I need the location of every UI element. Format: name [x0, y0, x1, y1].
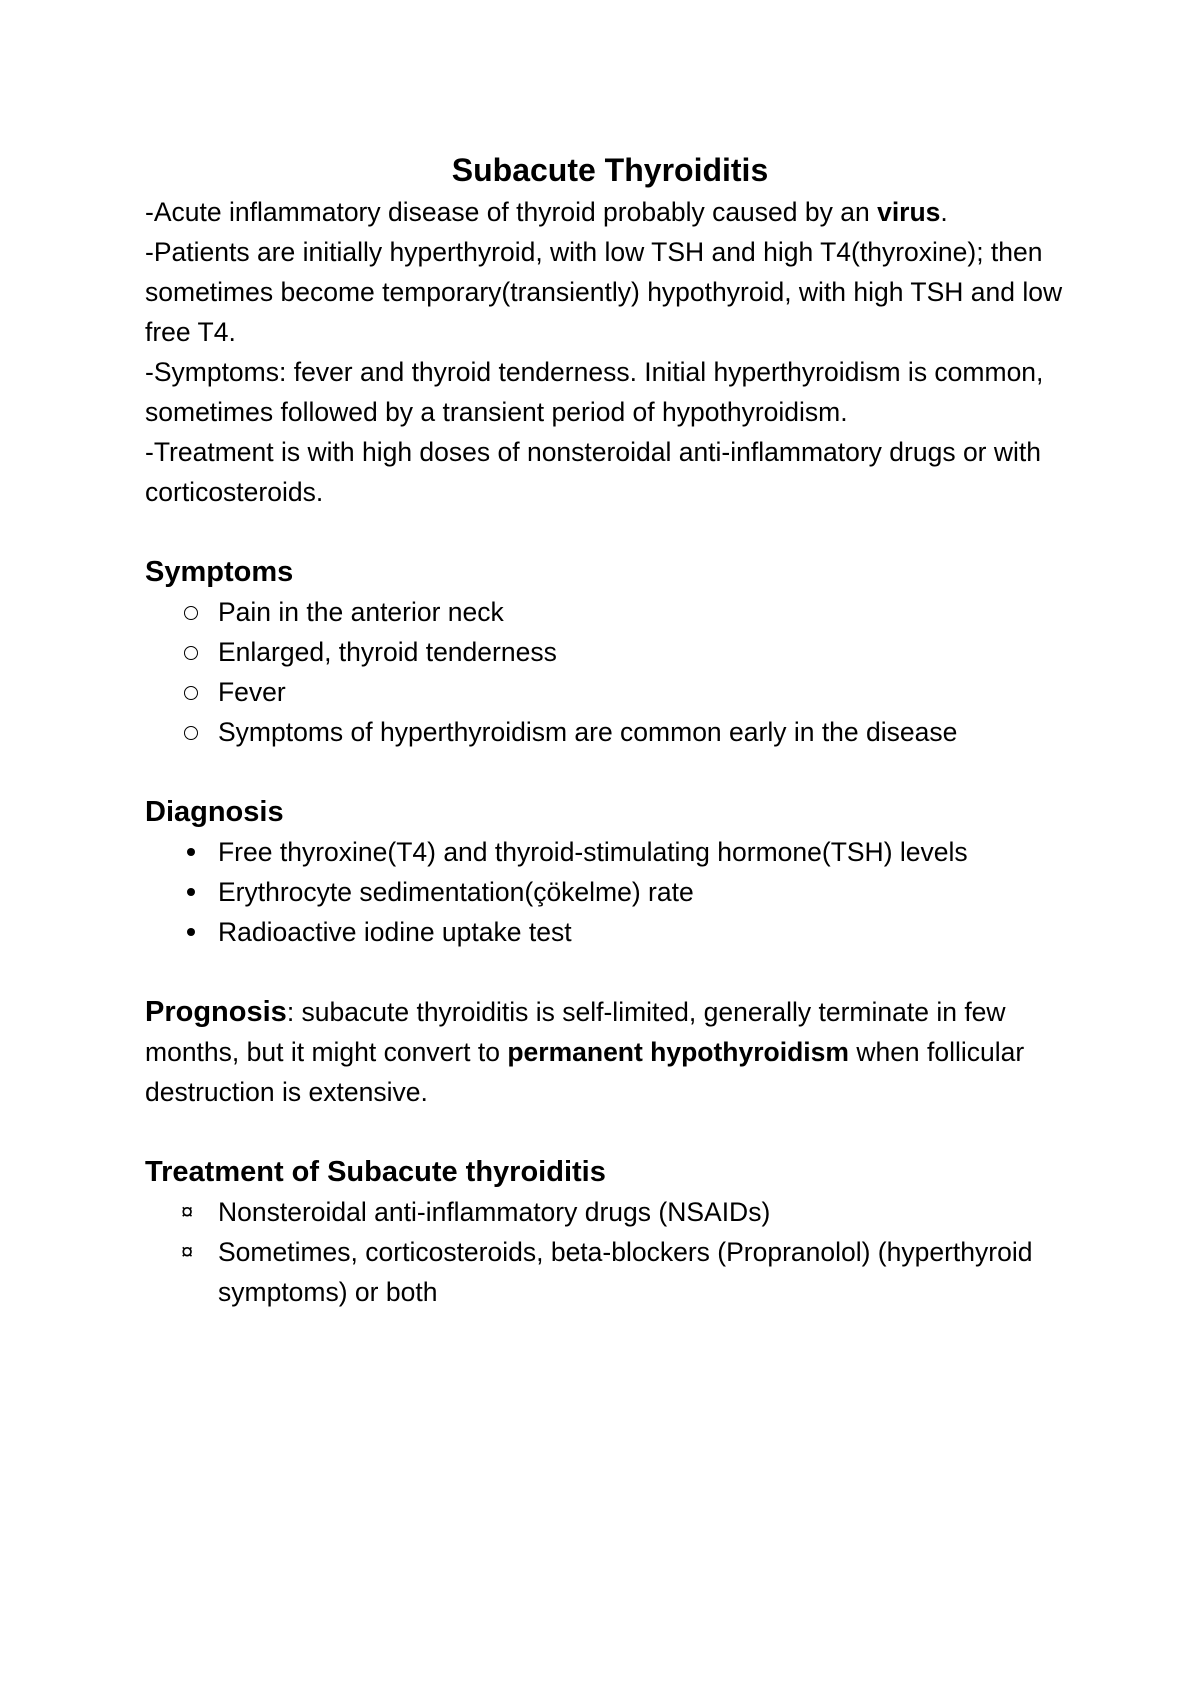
list-item — [145, 1192, 1075, 1232]
treatment-text: Nonsteroidal anti-inflammatory drugs (NSAIDs) — [218, 1197, 771, 1227]
list-item — [145, 632, 1075, 672]
document-title: Subacute Thyroiditis — [451, 152, 769, 188]
intro-1-end: . — [940, 197, 948, 227]
diagnosis-text: Radioactive iodine uptake test — [218, 917, 572, 947]
intro-paragraph-4: -Treatment is with high doses of nonsteroidal anti-inflammatory drugs or with corticosteroids. — [145, 437, 1041, 507]
document-page — [145, 148, 1075, 1312]
prognosis-text: : subacute thyroiditis is self-limited, generally terminate in few months, but it might convert to — [145, 997, 1006, 1067]
intro-1-text: -Acute inflammatory disease of thyroid probably caused by an — [145, 197, 878, 227]
symptom-text: Enlarged, thyroid tenderness — [218, 637, 557, 667]
list-item — [145, 912, 1075, 952]
list-item — [145, 672, 1075, 712]
diagnosis-text: Erythrocyte sedimentation(çökelme) rate — [218, 877, 694, 907]
prognosis-end: when follicular destruction is extensive. — [145, 1037, 1025, 1107]
currency-bullet-icon: ¤ — [181, 1239, 194, 1264]
symptoms-heading: Symptoms — [145, 556, 294, 588]
list-item — [145, 1232, 1075, 1312]
diagnosis-heading: Diagnosis — [145, 796, 284, 828]
intro-paragraph-3: -Symptoms: fever and thyroid tenderness. Initial hyperthyroidism is common, sometimes followed by a transient period of hypothyroidism. — [145, 357, 1044, 427]
prognosis-paragraph — [145, 992, 1075, 1112]
symptom-text: Pain in the anterior neck — [218, 597, 504, 627]
diagnosis-list — [145, 832, 1075, 952]
symptoms-list — [145, 592, 1075, 752]
prognosis-bold: permanent hypothyroidism — [507, 1037, 849, 1067]
symptom-text: Fever — [218, 677, 286, 707]
intro-1-bold: virus — [877, 197, 941, 227]
treatment-list — [145, 1192, 1075, 1312]
list-item — [145, 712, 1075, 752]
intro-paragraph-1 — [145, 192, 1075, 232]
treatment-text: Sometimes, corticosteroids, beta-blockers (Propranolol) (hyperthyroid symptoms) or both — [218, 1237, 1033, 1307]
currency-bullet-icon: ¤ — [181, 1199, 194, 1224]
intro-paragraph-2: -Patients are initially hyperthyroid, with low TSH and high T4(thyroxine); then sometimes become temporary(transiently) hypothyroid, with high TSH and low free T4. — [145, 237, 1063, 347]
treatment-heading: Treatment of Subacute thyroiditis — [145, 1156, 606, 1188]
list-item — [145, 832, 1075, 872]
diagnosis-text: Free thyroxine(T4) and thyroid-stimulating hormone(TSH) levels — [218, 837, 968, 867]
list-item — [145, 872, 1075, 912]
prognosis-label: Prognosis — [145, 996, 287, 1028]
symptom-text: Symptoms of hyperthyroidism are common early in the disease — [218, 717, 958, 747]
list-item — [145, 592, 1075, 632]
